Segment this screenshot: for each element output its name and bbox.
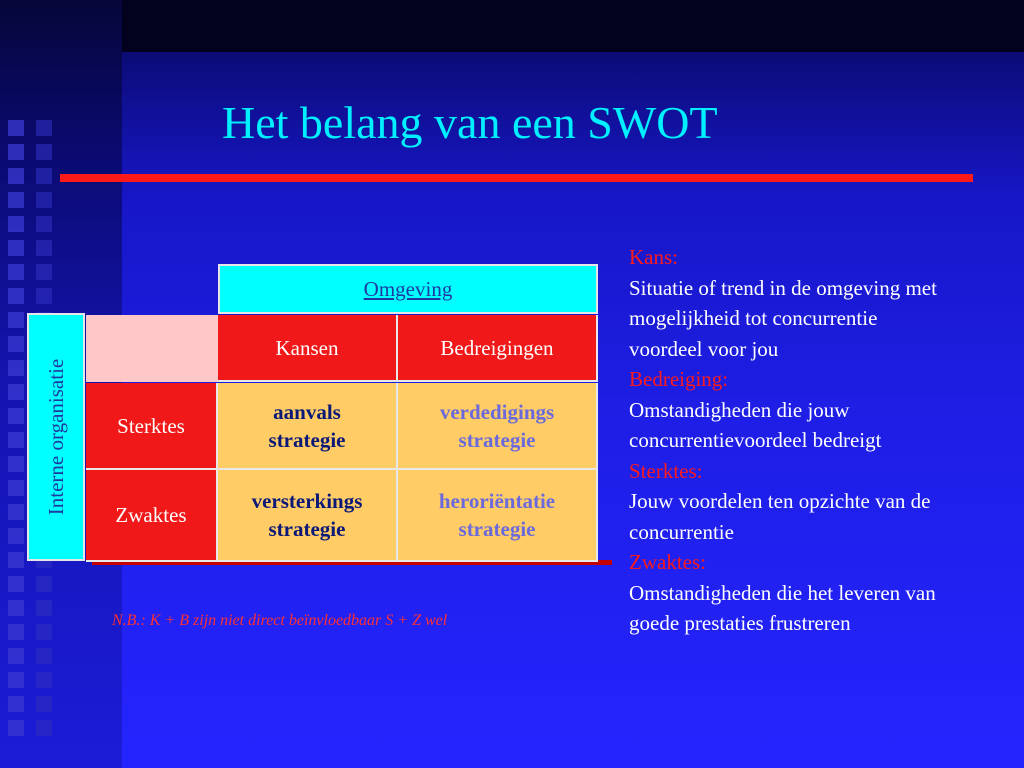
aanvals-strategie-cell bbox=[218, 383, 398, 470]
versterkings-line-1: versterkings bbox=[251, 489, 363, 513]
heroriëntatie-line-2: strategie bbox=[458, 517, 536, 541]
definition-term-sterktes: Sterktes: bbox=[629, 458, 703, 483]
verdedigings-line-1: verdedigings bbox=[439, 399, 555, 424]
definition-line: concurrentievoordeel bedreigt bbox=[629, 428, 882, 452]
verdedigings-line-2: strategie bbox=[458, 427, 536, 452]
kansen-cell bbox=[218, 315, 398, 382]
heroriëntatie-line-1: heroriëntatie bbox=[438, 489, 556, 513]
heroriëntatie-strategie-cell bbox=[398, 470, 598, 562]
definition-line: Omstandigheden die jouw bbox=[629, 397, 850, 422]
slide-title: Het belang van een SWOT bbox=[222, 97, 718, 148]
omgeving-header bbox=[218, 264, 598, 314]
sterktes-cell bbox=[86, 383, 218, 470]
title-underline-rule bbox=[60, 174, 973, 182]
definition-term-kans: Kans: bbox=[629, 245, 678, 269]
footnote: N.B.: K + B zijn niet direct beïnvloedbaar S + Z wel bbox=[112, 612, 448, 629]
definition-line: voordeel voor jou bbox=[629, 336, 779, 361]
definition-line: concurrentie bbox=[629, 519, 734, 544]
definition-line: Situatie of trend in de omgeving met bbox=[629, 275, 937, 300]
definition-line: Jouw voordelen ten opzichte van de bbox=[629, 489, 931, 513]
verdedigings-strategie-cell bbox=[398, 383, 598, 470]
zwaktes-label: Zwaktes bbox=[115, 503, 187, 527]
versterkings-strategie-cell bbox=[218, 470, 398, 562]
aanvals-line-1: aanvals bbox=[273, 399, 341, 424]
sterktes-label: Sterktes bbox=[117, 413, 185, 438]
aanvals-line-2: strategie bbox=[268, 427, 346, 452]
top-band bbox=[122, 0, 1024, 52]
definition-line: mogelijkheid tot concurrentie bbox=[629, 306, 878, 330]
interne-organisatie-label: Interne organisatie bbox=[44, 358, 68, 516]
definition-line: Omstandigheden die het leveren van bbox=[629, 580, 936, 605]
definition-term-zwaktes: Zwaktes: bbox=[629, 550, 706, 574]
kansen-label: Kansen bbox=[275, 335, 339, 360]
versterkings-line-2: strategie bbox=[268, 517, 346, 541]
definition-term-bedreiging: Bedreiging: bbox=[629, 367, 729, 391]
definition-line: goede prestaties frustreren bbox=[629, 611, 851, 635]
bedreigingen-cell bbox=[398, 315, 598, 382]
decorative-squares-left bbox=[8, 120, 24, 744]
zwaktes-cell bbox=[86, 470, 218, 562]
matrix-corner-cell bbox=[86, 315, 218, 382]
omgeving-label: Omgeving bbox=[363, 277, 453, 301]
interne-organisatie-header bbox=[27, 313, 85, 561]
bedreigingen-label: Bedreigingen bbox=[440, 335, 554, 360]
definitions-panel bbox=[629, 242, 1019, 639]
